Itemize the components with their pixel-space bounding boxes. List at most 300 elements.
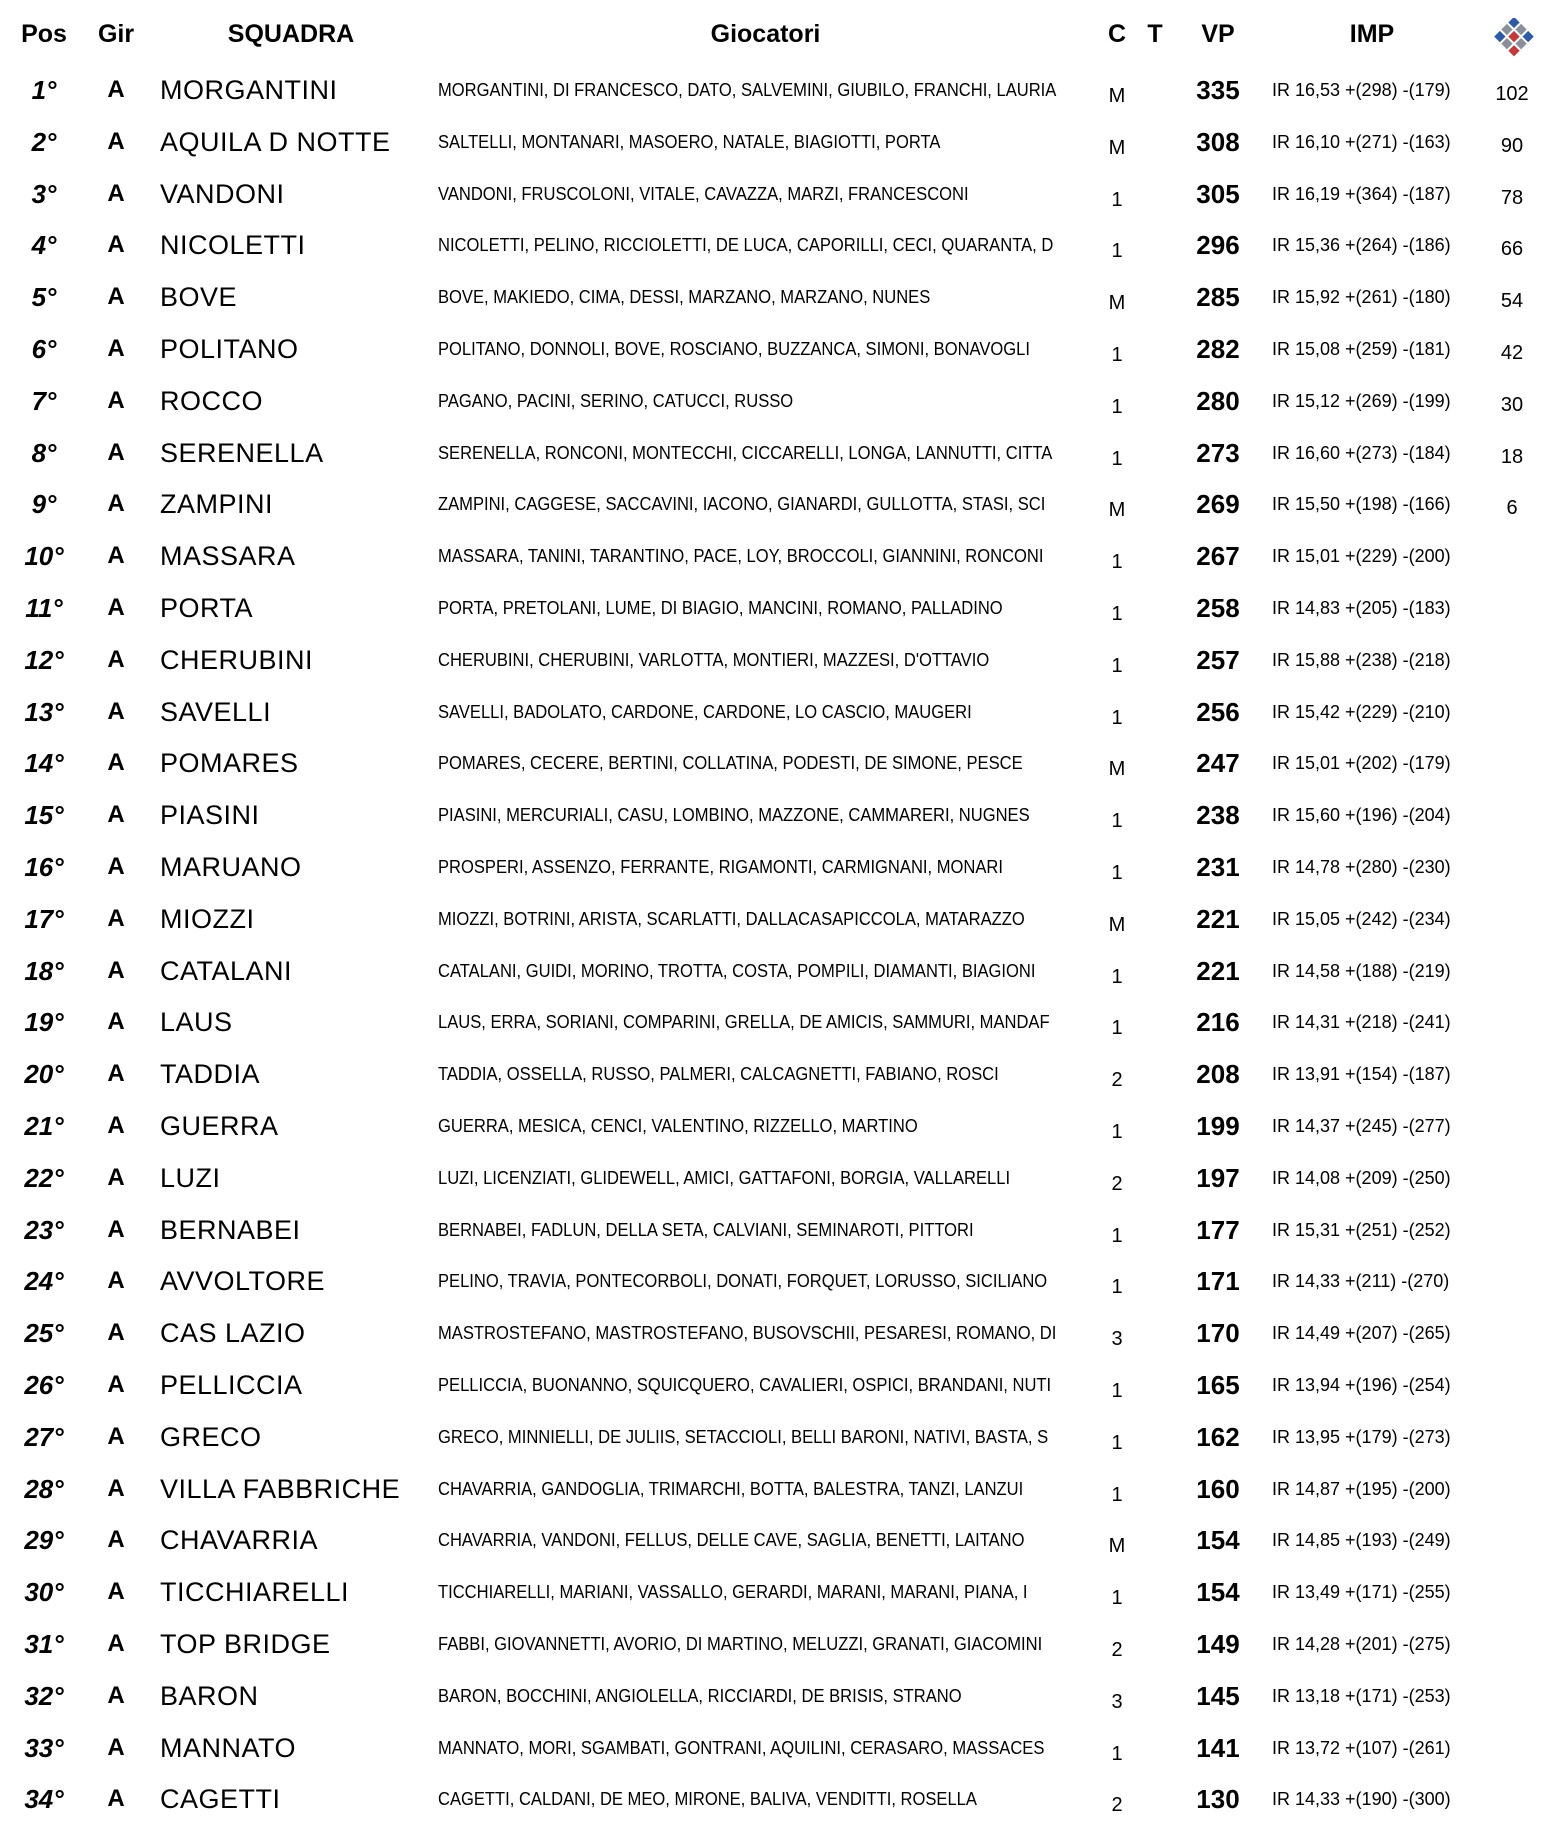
bridge-federation-logo-icon bbox=[1494, 18, 1534, 58]
table-row bbox=[0, 1722, 1543, 1774]
group-cell: A bbox=[107, 1008, 125, 1036]
group-cell: A bbox=[107, 853, 125, 880]
table-row bbox=[0, 1411, 1543, 1463]
vp-cell: 154 bbox=[1196, 1525, 1240, 1556]
imp-cell: IR 15,42 +(229) -(210) bbox=[1272, 701, 1451, 722]
imp-cell: IR 13,94 +(196) -(254) bbox=[1272, 1375, 1451, 1395]
position-cell: 18° bbox=[24, 955, 64, 986]
category-cell: 1 bbox=[1111, 1483, 1123, 1506]
group-cell: A bbox=[107, 1319, 125, 1347]
team-name-cell: CAGETTI bbox=[160, 1784, 281, 1815]
players-cell: PORTA, PRETOLANI, LUME, DI BIAGIO, MANCINI, ROMANO, PALLADINO bbox=[438, 598, 1003, 618]
vp-cell: 269 bbox=[1196, 489, 1240, 520]
category-cell: 1 bbox=[1111, 1017, 1123, 1040]
points-cell bbox=[1484, 897, 1540, 949]
vp-cell: 221 bbox=[1196, 903, 1240, 934]
players-cell: BERNABEI, FADLUN, DELLA SETA, CALVIANI, SEMINAROTI, PITTORI bbox=[438, 1219, 974, 1240]
points-cell bbox=[1484, 1518, 1540, 1570]
points-cell bbox=[1484, 638, 1540, 690]
imp-cell: IR 14,85 +(193) -(249) bbox=[1272, 1530, 1451, 1551]
players-cell: ZAMPINI, CAGGESE, SACCAVINI, IACONO, GIANARDI, GULLOTTA, STASI, SCI bbox=[438, 494, 1046, 515]
group-cell: A bbox=[107, 179, 125, 207]
points-cell bbox=[1484, 1156, 1540, 1208]
imp-cell: IR 16,53 +(298) -(179) bbox=[1272, 80, 1451, 100]
points-cell bbox=[1484, 1415, 1540, 1467]
position-cell: 21° bbox=[24, 1111, 64, 1141]
group-cell: A bbox=[107, 1681, 125, 1709]
team-name-cell: PELLICCIA bbox=[160, 1370, 303, 1400]
vp-cell: 296 bbox=[1196, 230, 1240, 261]
players-cell: MIOZZI, BOTRINI, ARISTA, SCARLATTI, DALLACASAPICCOLA, MATARAZZO bbox=[438, 908, 1025, 929]
position-cell: 5° bbox=[31, 282, 57, 313]
imp-cell: IR 13,91 +(154) -(187) bbox=[1272, 1064, 1451, 1085]
points-cell: 54 bbox=[1500, 290, 1524, 313]
imp-cell: IR 13,18 +(171) -(253) bbox=[1272, 1685, 1451, 1706]
group-cell: A bbox=[107, 1733, 125, 1761]
category-cell: 1 bbox=[1111, 1380, 1123, 1402]
vp-cell: 154 bbox=[1196, 1577, 1240, 1608]
team-name-cell: MIOZZI bbox=[160, 903, 255, 934]
table-row bbox=[0, 323, 1543, 375]
group-cell: A bbox=[107, 231, 125, 259]
points-cell bbox=[1484, 534, 1540, 586]
group-cell: A bbox=[107, 904, 125, 932]
team-name-cell: ZAMPINI bbox=[160, 489, 274, 520]
imp-cell: IR 13,95 +(179) -(273) bbox=[1272, 1426, 1451, 1447]
table-row bbox=[0, 1463, 1543, 1515]
position-cell: 7° bbox=[31, 385, 57, 416]
category-cell: M bbox=[1108, 913, 1126, 936]
category-cell: 1 bbox=[1111, 551, 1123, 574]
team-name-cell: AVVOLTORE bbox=[160, 1266, 326, 1297]
players-cell: CHERUBINI, CHERUBINI, VARLOTTA, MONTIERI, MAZZESI, D'OTTAVIO bbox=[438, 649, 990, 670]
vp-cell: 160 bbox=[1196, 1473, 1240, 1504]
table-row bbox=[0, 893, 1543, 945]
group-cell: A bbox=[107, 1474, 125, 1502]
imp-cell: IR 14,33 +(211) -(270) bbox=[1272, 1271, 1450, 1292]
header-giocatori: Giocatori bbox=[710, 20, 821, 48]
table-row bbox=[0, 219, 1543, 271]
imp-cell: IR 14,33 +(190) -(300) bbox=[1272, 1789, 1451, 1810]
position-cell: 23° bbox=[24, 1214, 64, 1245]
players-cell: VANDONI, FRUSCOLONI, VITALE, CAVAZZA, MARZI, FRANCESCONI bbox=[438, 183, 969, 204]
team-name-cell: NICOLETTI bbox=[160, 230, 306, 261]
vp-cell: 170 bbox=[1196, 1318, 1240, 1349]
players-cell: MANNATO, MORI, SGAMBATI, GONTRANI, AQUILINI, CERASARO, MASSACES bbox=[438, 1737, 1045, 1758]
points-cell bbox=[1484, 1570, 1540, 1622]
imp-cell: IR 13,49 +(171) -(255) bbox=[1272, 1582, 1451, 1603]
vp-cell: 256 bbox=[1196, 696, 1240, 727]
team-name-cell: SAVELLI bbox=[160, 696, 272, 727]
category-cell: 2 bbox=[1111, 1069, 1123, 1092]
vp-cell: 145 bbox=[1196, 1680, 1240, 1711]
category-cell: M bbox=[1108, 292, 1126, 315]
position-cell: 4° bbox=[31, 230, 57, 261]
points-cell bbox=[1484, 949, 1540, 1001]
imp-cell: IR 13,72 +(107) -(261) bbox=[1272, 1737, 1451, 1758]
players-cell: SALTELLI, MONTANARI, MASOERO, NATALE, BIAGIOTTI, PORTA bbox=[438, 131, 941, 152]
points-cell: 30 bbox=[1500, 393, 1524, 416]
position-cell: 13° bbox=[24, 696, 64, 727]
position-cell: 25° bbox=[24, 1318, 64, 1349]
table-row bbox=[0, 1566, 1543, 1618]
group-cell: A bbox=[107, 542, 125, 570]
players-cell: BOVE, MAKIEDO, CIMA, DESSI, MARZANO, MARZANO, NUNES bbox=[438, 287, 931, 308]
category-cell: 1 bbox=[1111, 862, 1123, 884]
players-cell: NICOLETTI, PELINO, RICCIOLETTI, DE LUCA, CAPORILLI, CECI, QUARANTA, D bbox=[438, 235, 1054, 256]
table-row bbox=[0, 530, 1543, 582]
imp-cell: IR 15,12 +(269) -(199) bbox=[1272, 390, 1451, 411]
table-row bbox=[0, 1670, 1543, 1722]
imp-cell: IR 14,28 +(201) -(275) bbox=[1272, 1634, 1451, 1654]
vp-cell: 273 bbox=[1196, 437, 1240, 468]
points-cell bbox=[1484, 845, 1540, 897]
category-cell: 3 bbox=[1111, 1328, 1123, 1351]
points-cell: 66 bbox=[1500, 238, 1524, 261]
points-cell bbox=[1484, 1000, 1540, 1052]
imp-cell: IR 15,60 +(196) -(204) bbox=[1272, 805, 1451, 826]
position-cell: 6° bbox=[31, 334, 57, 364]
team-name-cell: LAUS bbox=[160, 1007, 233, 1038]
vp-cell: 282 bbox=[1196, 334, 1240, 364]
imp-cell: IR 14,49 +(207) -(265) bbox=[1272, 1323, 1451, 1344]
table-row bbox=[0, 1773, 1543, 1825]
position-cell: 22° bbox=[24, 1162, 64, 1193]
players-cell: POMARES, CECERE, BERTINI, COLLATINA, PODESTI, DE SIMONE, PESCE bbox=[438, 753, 1023, 774]
imp-cell: IR 14,87 +(195) -(200) bbox=[1272, 1478, 1451, 1499]
vp-cell: 208 bbox=[1196, 1059, 1240, 1090]
points-cell bbox=[1484, 1311, 1540, 1363]
imp-cell: IR 14,78 +(280) -(230) bbox=[1272, 857, 1451, 877]
vp-cell: 149 bbox=[1196, 1629, 1240, 1659]
header-squadra: SQUADRA bbox=[227, 20, 355, 48]
position-cell: 14° bbox=[24, 748, 64, 779]
group-cell: A bbox=[107, 1422, 125, 1450]
position-cell: 2° bbox=[31, 126, 57, 157]
players-cell: PELINO, TRAVIA, PONTECORBOLI, DONATI, FORQUET, LORUSSO, SICILIANO bbox=[438, 1271, 1048, 1292]
table-row bbox=[0, 582, 1543, 634]
team-name-cell: BARON bbox=[160, 1680, 259, 1711]
category-cell: 2 bbox=[1111, 1639, 1123, 1661]
category-cell: 1 bbox=[1111, 188, 1123, 211]
points-cell bbox=[1484, 1208, 1540, 1260]
table-row bbox=[0, 737, 1543, 789]
imp-cell: IR 14,08 +(209) -(250) bbox=[1272, 1167, 1451, 1188]
position-cell: 3° bbox=[31, 178, 57, 209]
group-cell: A bbox=[107, 697, 125, 725]
table-row bbox=[0, 1204, 1543, 1256]
points-cell: 78 bbox=[1500, 186, 1524, 209]
imp-cell: IR 14,83 +(205) -(183) bbox=[1272, 598, 1451, 618]
imp-cell: IR 15,36 +(264) -(186) bbox=[1272, 235, 1451, 256]
team-name-cell: VANDONI bbox=[160, 178, 285, 209]
points-cell: 18 bbox=[1500, 445, 1524, 468]
vp-cell: 216 bbox=[1196, 1007, 1240, 1038]
category-cell: 1 bbox=[1111, 810, 1123, 833]
imp-cell: IR 16,60 +(273) -(184) bbox=[1272, 442, 1451, 463]
group-cell: A bbox=[107, 335, 125, 362]
players-cell: PAGANO, PACINI, SERINO, CATUCCI, RUSSO bbox=[438, 390, 794, 411]
table-row bbox=[0, 1307, 1543, 1359]
group-cell: A bbox=[107, 1112, 125, 1139]
category-cell: 1 bbox=[1111, 240, 1123, 263]
group-cell: A bbox=[107, 1060, 125, 1088]
team-name-cell: BOVE bbox=[160, 282, 238, 313]
group-cell: A bbox=[107, 1371, 125, 1398]
imp-cell: IR 14,31 +(218) -(241) bbox=[1272, 1012, 1451, 1033]
players-cell: SERENELLA, RONCONI, MONTECCHI, CICCARELLI, LONGA, LANNUTTI, CITTA bbox=[438, 442, 1053, 463]
group-cell: A bbox=[107, 1163, 125, 1191]
category-cell: 1 bbox=[1111, 1431, 1123, 1454]
category-cell: 1 bbox=[1111, 395, 1123, 418]
category-cell: 1 bbox=[1111, 706, 1123, 729]
category-cell: 1 bbox=[1111, 1276, 1123, 1299]
position-cell: 20° bbox=[24, 1059, 64, 1090]
team-name-cell: SERENELLA bbox=[160, 437, 324, 468]
table-row bbox=[0, 64, 1543, 116]
vp-cell: 247 bbox=[1196, 748, 1240, 779]
players-cell: SAVELLI, BADOLATO, CARDONE, CARDONE, LO CASCIO, MAUGERI bbox=[438, 701, 972, 722]
vp-cell: 285 bbox=[1196, 282, 1240, 313]
team-name-cell: POLITANO bbox=[160, 334, 299, 364]
imp-cell: IR 15,08 +(259) -(181) bbox=[1272, 339, 1451, 359]
vp-cell: 308 bbox=[1196, 126, 1240, 157]
points-cell bbox=[1484, 1363, 1540, 1415]
team-name-cell: PIASINI bbox=[160, 800, 260, 831]
category-cell: M bbox=[1108, 758, 1126, 781]
position-cell: 26° bbox=[24, 1370, 64, 1400]
points-cell bbox=[1484, 690, 1540, 742]
group-cell: A bbox=[107, 76, 125, 103]
group-cell: A bbox=[107, 127, 125, 155]
players-cell: POLITANO, DONNOLI, BOVE, ROSCIANO, BUZZANCA, SIMONI, BONAVOGLI bbox=[438, 339, 1030, 359]
position-cell: 34° bbox=[24, 1784, 64, 1815]
team-name-cell: CAS LAZIO bbox=[160, 1318, 306, 1349]
position-cell: 9° bbox=[31, 489, 57, 520]
table-row bbox=[0, 375, 1543, 427]
group-cell: A bbox=[107, 645, 125, 673]
category-cell: 1 bbox=[1111, 1587, 1123, 1610]
points-cell bbox=[1484, 1259, 1540, 1311]
players-cell: CATALANI, GUIDI, MORINO, TROTTA, COSTA, POMPILI, DIAMANTI, BIAGIONI bbox=[438, 960, 1036, 981]
players-cell: LUZI, LICENZIATI, GLIDEWELL, AMICI, GATTAFONI, BORGIA, VALLARELLI bbox=[438, 1167, 1011, 1188]
category-cell: 2 bbox=[1111, 1172, 1123, 1195]
category-cell: M bbox=[1108, 85, 1126, 107]
points-cell bbox=[1484, 741, 1540, 793]
imp-cell: IR 15,01 +(229) -(200) bbox=[1272, 546, 1451, 567]
vp-cell: 267 bbox=[1196, 541, 1240, 572]
imp-cell: IR 16,19 +(364) -(187) bbox=[1272, 183, 1451, 204]
team-name-cell: MASSARA bbox=[160, 541, 296, 572]
team-name-cell: MORGANTINI bbox=[160, 75, 338, 105]
team-name-cell: MANNATO bbox=[160, 1732, 297, 1763]
table-row bbox=[0, 789, 1543, 841]
imp-cell: IR 15,05 +(242) -(234) bbox=[1272, 908, 1451, 929]
table-row bbox=[0, 634, 1543, 686]
imp-cell: IR 15,88 +(238) -(218) bbox=[1272, 649, 1451, 670]
vp-cell: 257 bbox=[1196, 644, 1240, 675]
group-cell: A bbox=[107, 1526, 125, 1554]
category-cell: M bbox=[1108, 136, 1126, 159]
position-cell: 1° bbox=[31, 75, 57, 105]
header-gir: Gir bbox=[97, 20, 135, 48]
imp-cell: IR 15,92 +(261) -(180) bbox=[1272, 287, 1451, 308]
table-header bbox=[0, 8, 1543, 60]
position-cell: 29° bbox=[24, 1525, 64, 1556]
vp-cell: 231 bbox=[1196, 852, 1240, 882]
imp-cell: IR 15,01 +(202) -(179) bbox=[1272, 753, 1451, 774]
vp-cell: 280 bbox=[1196, 385, 1240, 416]
position-cell: 33° bbox=[24, 1732, 64, 1763]
players-cell: MORGANTINI, DI FRANCESCO, DATO, SALVEMINI, GIUBILO, FRANCHI, LAURIA bbox=[438, 80, 1057, 100]
vp-cell: 258 bbox=[1196, 593, 1240, 623]
position-cell: 31° bbox=[24, 1629, 64, 1659]
group-cell: A bbox=[107, 1215, 125, 1243]
vp-cell: 177 bbox=[1196, 1214, 1240, 1245]
position-cell: 19° bbox=[24, 1007, 64, 1038]
vp-cell: 305 bbox=[1196, 178, 1240, 209]
header-imp: IMP bbox=[1349, 20, 1395, 48]
points-cell: 102 bbox=[1495, 83, 1529, 105]
header-pos: Pos bbox=[21, 20, 67, 48]
team-name-cell: AQUILA D NOTTE bbox=[160, 126, 391, 157]
points-cell bbox=[1484, 586, 1540, 638]
group-cell: A bbox=[107, 1630, 125, 1657]
table-row bbox=[0, 841, 1543, 893]
table-row bbox=[0, 116, 1543, 168]
header-vp: VP bbox=[1201, 20, 1235, 48]
position-cell: 11° bbox=[25, 593, 63, 623]
imp-cell: IR 15,50 +(198) -(166) bbox=[1272, 494, 1451, 515]
header-c: C bbox=[1107, 20, 1127, 48]
players-cell: CHAVARRIA, VANDONI, FELLUS, DELLE CAVE, SAGLIA, BENETTI, LAITANO bbox=[438, 1530, 1025, 1551]
vp-cell: 335 bbox=[1196, 75, 1240, 105]
points-cell bbox=[1484, 1052, 1540, 1104]
table-row bbox=[0, 1618, 1543, 1670]
group-cell: A bbox=[107, 956, 125, 984]
vp-cell: 171 bbox=[1196, 1266, 1240, 1297]
team-name-cell: MARUANO bbox=[160, 852, 302, 882]
players-cell: LAUS, ERRA, SORIANI, COMPARINI, GRELLA, DE AMICIS, SAMMURI, MANDAF bbox=[438, 1012, 1050, 1033]
players-cell: GUERRA, MESICA, CENCI, VALENTINO, RIZZELLO, MARTINO bbox=[438, 1116, 918, 1136]
position-cell: 24° bbox=[24, 1266, 64, 1297]
vp-cell: 165 bbox=[1196, 1370, 1240, 1400]
team-name-cell: CHAVARRIA bbox=[160, 1525, 319, 1556]
table-row bbox=[0, 1048, 1543, 1100]
team-name-cell: BERNABEI bbox=[160, 1214, 301, 1245]
category-cell: 1 bbox=[1111, 654, 1123, 677]
category-cell: 1 bbox=[1111, 965, 1123, 988]
group-cell: A bbox=[107, 1785, 125, 1813]
position-cell: 12° bbox=[24, 644, 64, 675]
vp-cell: 162 bbox=[1196, 1421, 1240, 1452]
team-name-cell: CHERUBINI bbox=[160, 644, 314, 675]
team-name-cell: LUZI bbox=[160, 1162, 221, 1193]
team-name-cell: CATALANI bbox=[160, 955, 293, 986]
players-cell: PROSPERI, ASSENZO, FERRANTE, RIGAMONTI, CARMIGNANI, MONARI bbox=[438, 857, 1003, 877]
table-row bbox=[0, 996, 1543, 1048]
points-cell bbox=[1484, 1726, 1540, 1778]
team-name-cell: POMARES bbox=[160, 748, 299, 779]
category-cell: 3 bbox=[1111, 1690, 1123, 1713]
group-cell: A bbox=[107, 594, 125, 621]
position-cell: 16° bbox=[24, 852, 64, 882]
points-cell: 90 bbox=[1500, 134, 1524, 157]
category-cell: 1 bbox=[1111, 603, 1123, 625]
table-row bbox=[0, 478, 1543, 530]
group-cell: A bbox=[107, 283, 125, 311]
players-cell: GRECO, MINNIELLI, DE JULIIS, SETACCIOLI, BELLI BARONI, NATIVI, BASTA, S bbox=[438, 1426, 1049, 1447]
group-cell: A bbox=[107, 1267, 125, 1295]
players-cell: MASTROSTEFANO, MASTROSTEFANO, BUSOVSCHII, PESARESI, ROMANO, DI bbox=[438, 1323, 1057, 1344]
team-name-cell: GRECO bbox=[160, 1421, 262, 1452]
vp-cell: 199 bbox=[1196, 1111, 1240, 1141]
group-cell: A bbox=[107, 490, 125, 518]
imp-cell: IR 15,31 +(251) -(252) bbox=[1272, 1219, 1451, 1240]
table-row bbox=[0, 427, 1543, 479]
imp-cell: IR 14,58 +(188) -(219) bbox=[1272, 960, 1451, 981]
table-row bbox=[0, 1152, 1543, 1204]
points-cell bbox=[1484, 1777, 1540, 1829]
position-cell: 28° bbox=[24, 1473, 64, 1504]
team-name-cell: VILLA FABBRICHE bbox=[160, 1473, 401, 1504]
players-cell: PIASINI, MERCURIALI, CASU, LOMBINO, MAZZONE, CAMMARERI, NUGNES bbox=[438, 805, 1030, 826]
points-cell bbox=[1484, 793, 1540, 845]
position-cell: 30° bbox=[24, 1577, 64, 1608]
team-name-cell: ROCCO bbox=[160, 385, 263, 416]
points-cell bbox=[1484, 1622, 1540, 1674]
points-cell: 6 bbox=[1506, 497, 1518, 520]
players-cell: FABBI, GIOVANNETTI, AVORIO, DI MARTINO, MELUZZI, GRANATI, GIACOMINI bbox=[438, 1634, 1043, 1654]
header-t: T bbox=[1147, 20, 1163, 48]
team-name-cell: TADDIA bbox=[160, 1059, 261, 1090]
category-cell: M bbox=[1108, 499, 1126, 522]
category-cell: M bbox=[1108, 1535, 1126, 1558]
table-row bbox=[0, 945, 1543, 997]
position-cell: 8° bbox=[31, 437, 57, 468]
team-name-cell: TICCHIARELLI bbox=[160, 1577, 350, 1608]
group-cell: A bbox=[107, 1578, 125, 1606]
imp-cell: IR 14,37 +(245) -(277) bbox=[1272, 1116, 1451, 1136]
group-cell: A bbox=[107, 749, 125, 777]
group-cell: A bbox=[107, 386, 125, 414]
team-name-cell: TOP BRIDGE bbox=[160, 1629, 331, 1659]
table-row bbox=[0, 686, 1543, 738]
vp-cell: 238 bbox=[1196, 800, 1240, 831]
players-cell: MASSARA, TANINI, TARANTINO, PACE, LOY, BROCCOLI, GIANNINI, RONCONI bbox=[438, 546, 1044, 567]
table-row bbox=[0, 1255, 1543, 1307]
position-cell: 10° bbox=[24, 541, 64, 572]
team-name-cell: GUERRA bbox=[160, 1111, 279, 1141]
category-cell: 1 bbox=[1111, 1121, 1123, 1143]
players-cell: TICCHIARELLI, MARIANI, VASSALLO, GERARDI, MARANI, MARANI, PIANA, I bbox=[438, 1582, 1028, 1603]
vp-cell: 197 bbox=[1196, 1162, 1240, 1193]
players-cell: CHAVARRIA, GANDOGLIA, TRIMARCHI, BOTTA, BALESTRA, TANZI, LANZUI bbox=[438, 1478, 1024, 1499]
table-row bbox=[0, 271, 1543, 323]
players-cell: TADDIA, OSSELLA, RUSSO, PALMERI, CALCAGNETTI, FABIANO, ROSCI bbox=[438, 1064, 999, 1085]
table-row bbox=[0, 1359, 1543, 1411]
players-cell: BARON, BOCCHINI, ANGIOLELLA, RICCIARDI, DE BRISIS, STRANO bbox=[438, 1685, 962, 1706]
table-row bbox=[0, 1100, 1543, 1152]
players-cell: PELLICCIA, BUONANNO, SQUICQUERO, CAVALIERI, OSPICI, BRANDANI, NUTI bbox=[438, 1375, 1052, 1395]
points-cell bbox=[1484, 1104, 1540, 1156]
team-name-cell: PORTA bbox=[160, 593, 254, 623]
category-cell: 2 bbox=[1111, 1794, 1123, 1817]
points-cell bbox=[1484, 1467, 1540, 1519]
category-cell: 1 bbox=[1111, 344, 1123, 366]
category-cell: 1 bbox=[1111, 1224, 1123, 1247]
position-cell: 17° bbox=[24, 903, 64, 934]
